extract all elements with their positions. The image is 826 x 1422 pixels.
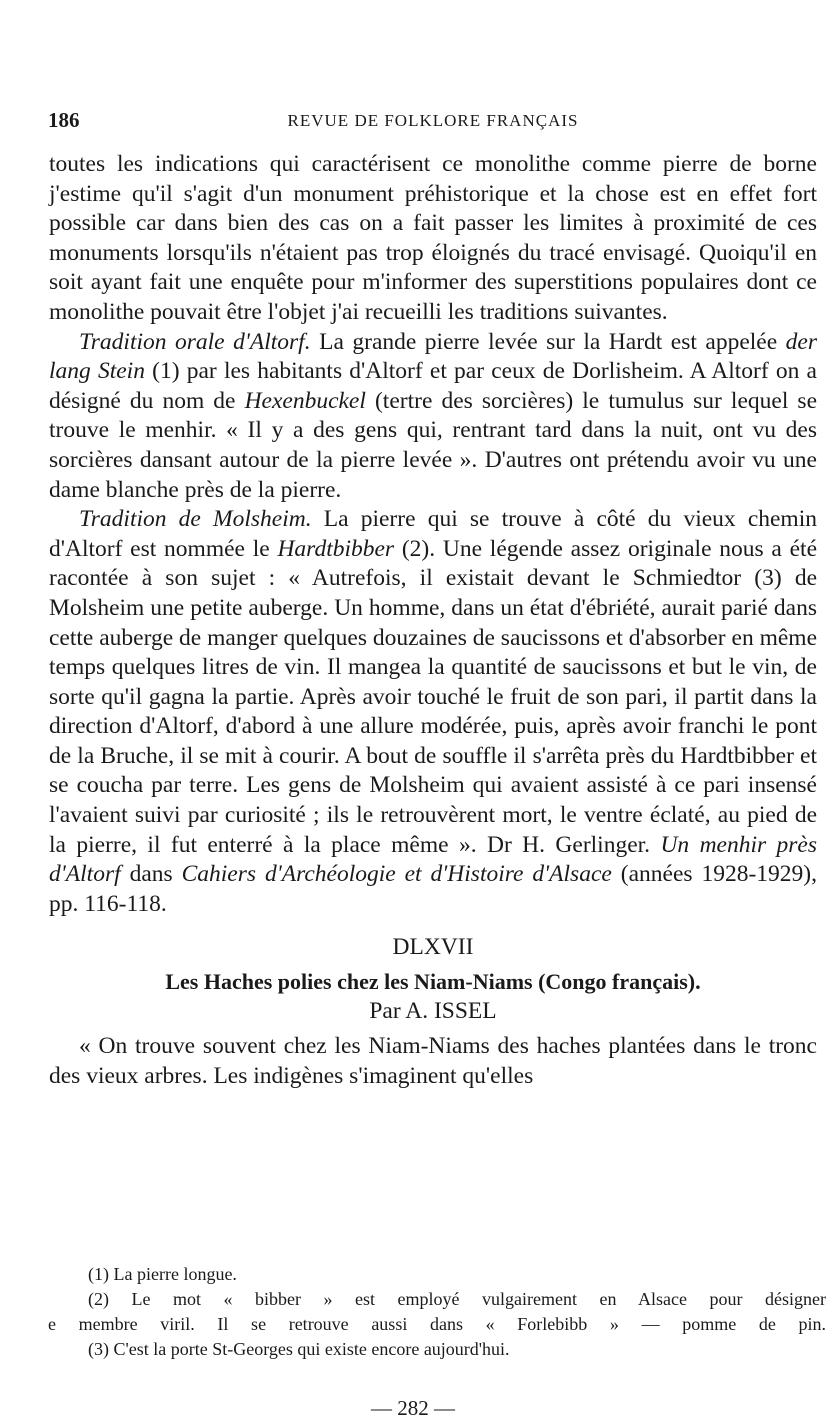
footnotes bbox=[48, 1262, 826, 1362]
footnote-2-cont: e membre viril. Il se retrouve aussi dans « Forlebibb » — pomme de pin. bbox=[48, 1314, 826, 1334]
body-text bbox=[49, 150, 817, 1091]
paragraph-tradition-altorf: Tradition orale d'Altorf. La grande pierre levée sur la Hardt est appelée der lang Stein (1) par les habitants d'Altorf et par ceux de Dorlisheim. A Altorf on a désigné du nom de Hexenbuckel (tertre des sorcières) le tumulus sur lequel se trouve le menhir. « Il y a des gens qui, rentrant tard dans la nuit, ont vu des sorcières dansant autour de la pierre levée ». D'autres ont prétendu avoir vu une dame blanche près de la pierre. bbox=[49, 328, 817, 503]
page-number: 186 bbox=[48, 108, 80, 132]
paragraph-haches: « On trouve souvent chez les Niam-Niams des haches plantées dans le tronc des vieux arbres. Les indigènes s'imaginent qu'elles bbox=[49, 1033, 817, 1089]
paragraph-tradition-molsheim: Tradition de Molsheim. La pierre qui se trouve à côté du vieux chemin d'Altorf est nommée le Hardtbibber (2). Une légende assez originale nous a été racontée à son sujet : « Autrefois, il existait devant le Schmiedtor (3) de Molsheim une petite auberge. Un homme, dans un état d'ébriété, aurait parié dans cette auberge de manger quelques douzaines de saucissons et d'absorber en même temps quelques litres de vin. Il mangea la quantité de saucissons et but le vin, de sorte qu'il gagna la partie. Après avoir touché le fruit de son pari, il partit dans la direction d'Altorf, d'abord à une allure modérée, puis, après avoir franchi le pont de la Bruche, il se mit à courir. A bout de souffle il s'arrêta près du Hardtbibber et se coucha par terre. Les gens de Molsheim qui avaient assisté à ce pari insensé l'avaient suivi par curiosité ; ils le retrouvèrent mort, le ventre éclaté, au pied de la pierre, il fut enterré à la place même ». Dr H. Gerlinger. Un menhir près d'Altorf dans Cahiers d'Archéologie et d'Histoire d'Alsace (années 1928-1929), pp. 116-118. bbox=[49, 506, 818, 917]
paragraph-intro: toutes les indications qui caractérisent ce monolithe comme pierre de borne j'estime qu'il s'agit d'un monument préhistorique et la chose est en effet fort possible car dans bien des cas on a fait passer les limites à proximité de ces monuments lorsqu'ils n'étaient pas trop éloignés du tracé envisagé. Quoiqu'il en soit ayant fait une enquête pour m'informer des superstitions populaires dont ce monolithe pouvait être l'objet j'ai recueilli les traditions suivantes. bbox=[49, 151, 817, 325]
page-footer: — 282 — bbox=[371, 1396, 455, 1420]
section-number: DLXVII bbox=[392, 934, 474, 961]
footnote-2: (2) Le mot « bibber » est employé vulgairement en Alsace pour désigner bbox=[88, 1289, 826, 1309]
footnote-3: (3) C'est la porte St-Georges qui existe encore aujourd'hui. bbox=[88, 1339, 510, 1359]
heading-tradition-molsheim: Tradition de Molsheim. bbox=[79, 506, 312, 533]
running-title: REVUE DE FOLKLORE FRANÇAIS bbox=[287, 111, 579, 130]
running-header bbox=[48, 108, 818, 138]
footnote-1: (1) La pierre longue. bbox=[88, 1264, 237, 1284]
citation-author: Dr H. Gerlinger. bbox=[486, 831, 651, 858]
section-title: Les Haches polies chez les Niam-Niams (Congo français). bbox=[165, 969, 701, 995]
heading-tradition-altorf: Tradition orale d'Altorf. bbox=[79, 328, 311, 355]
section-author: Par A. ISSEL bbox=[369, 997, 497, 1024]
